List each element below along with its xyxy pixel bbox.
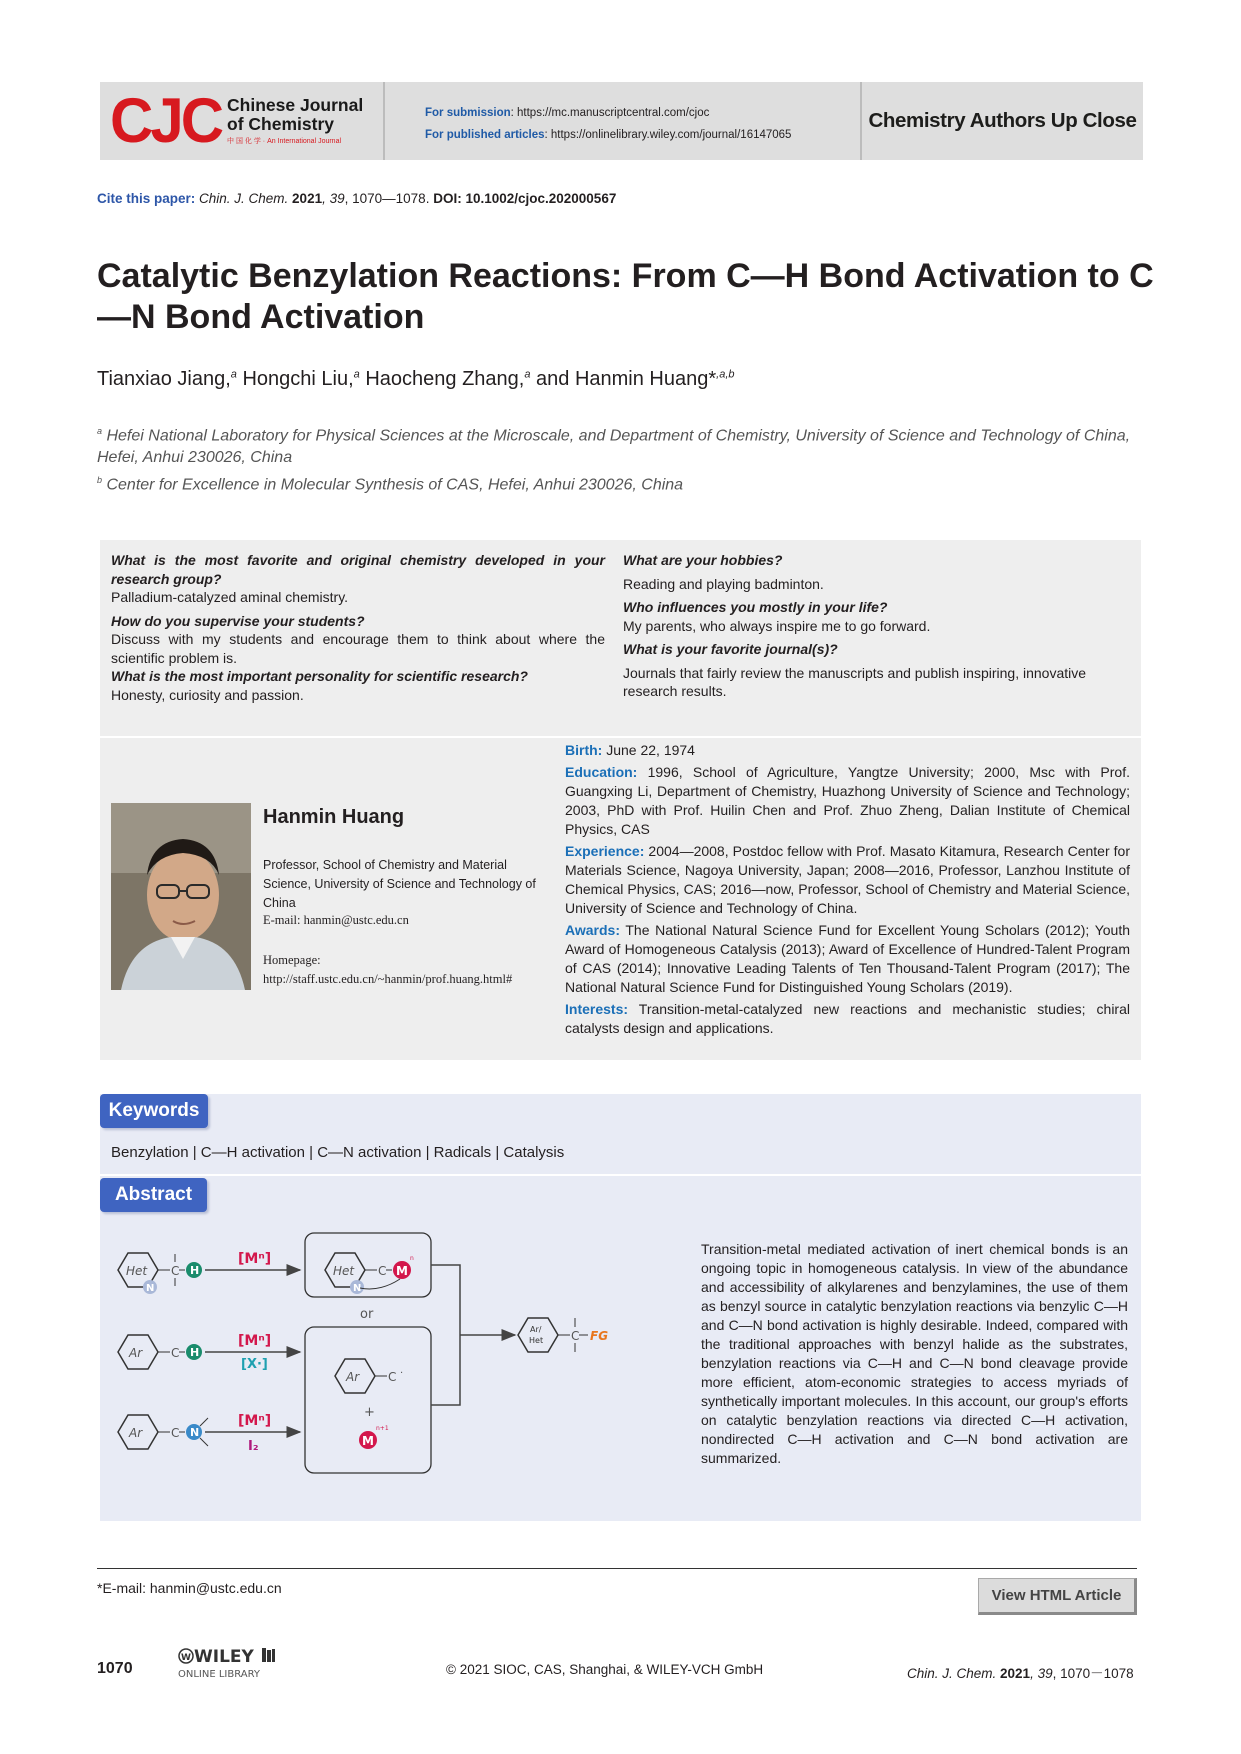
- abstract-heading: Abstract: [100, 1178, 207, 1212]
- product: [518, 1318, 608, 1352]
- wiley-wordmark: WILEY: [194, 1647, 254, 1667]
- cite-line: [97, 191, 616, 206]
- n-label: N: [190, 1426, 200, 1439]
- affiliation-a: Hefei National Laboratory for Physical Sciences at the Microscale, and Department of Chemistry, University of Science and Technology of China, Hefei, Anhui 230026, China: [97, 427, 1131, 467]
- ar-label: Ar: [129, 1346, 143, 1360]
- m-label: M: [396, 1264, 408, 1278]
- abstract-text: Transition-metal mediated activation of inert chemical bonds is an ongoing topic in homogeneous catalysis. In view of the abundance and accessibility of alkylarenes and benzylamines, the use of them as benzyl source in catalytic benzylation reactions via benzylic C—H and C—N bond activation is highly desirable. Indeed, compared with the traditional approaches with benzyl halide as the substrates, benzylation reactions via C—H and C—N bond cleavage provide more efficient, atom-economic strategies to access myriads of synthetically important molecules. In this account, our group's efforts on catalytic benzylation reactions via directed C—H activation, nondirected C—H activation and C—N bond activation are summarized.: [701, 1241, 1128, 1466]
- c-label: C: [171, 1426, 180, 1440]
- affil-mark: b: [97, 475, 103, 486]
- m-charge: n: [410, 1255, 414, 1262]
- or-label: or: [360, 1307, 374, 1322]
- author-bio: [565, 741, 1130, 1041]
- qa-left-column: [111, 551, 605, 704]
- profile-position: Professor, School of Chemistry and Material Science, University of Science and Technology of China: [263, 858, 536, 910]
- journal-name-line2: of Chemistry: [227, 114, 334, 134]
- catalyst-label: [Mⁿ]: [238, 1333, 272, 1349]
- view-html-button[interactable]: View HTML Article: [978, 1578, 1137, 1615]
- author-name: Hongchi Liu,: [236, 368, 354, 390]
- jref-journal: Chin. J. Chem.: [907, 1666, 997, 1681]
- radical-label: [X·]: [241, 1357, 268, 1372]
- bio-label: Education:: [565, 764, 638, 780]
- qa-answer: Honesty, curiosity and passion.: [111, 686, 304, 703]
- benzyl-radical: [335, 1359, 403, 1393]
- catalyst-label: [Mⁿ]: [238, 1251, 272, 1267]
- page-number: 1070: [97, 1660, 133, 1677]
- ar-label: Ar: [346, 1370, 360, 1384]
- svg-text:W: W: [181, 1653, 191, 1663]
- profile-email[interactable]: E-mail: hanmin@ustc.edu.cn: [263, 913, 409, 927]
- ar-substrate-cn: [118, 1415, 208, 1449]
- jref-year: 2021: [996, 1666, 1031, 1681]
- bio-awards: The National Natural Science Fund for Excellent Young Scholars (2012); Youth Award of Homogeneous Catalysis (2013); Award of Excellence of Hundred-Talent Program of CAS (2014); Innovative Leading Talents of Ten Thousand-Talent Program (2017); The National Natural Science Fund for Distinguished Young Scholars (2019).: [565, 922, 1130, 995]
- ar-label: Ar: [129, 1426, 143, 1440]
- section-label: Chemistry Authors Up Close: [868, 109, 1137, 132]
- qa-answer: My parents, who always inspire me to go forward.: [623, 617, 931, 634]
- author-photo: [111, 803, 251, 990]
- c-label: C: [171, 1264, 180, 1278]
- footnote-rule: [97, 1568, 1137, 1569]
- wiley-sub: ONLINE LIBRARY: [178, 1669, 261, 1680]
- wiley-logo[interactable]: [178, 1645, 298, 1681]
- qa-question: What are your hobbies?: [623, 552, 783, 568]
- cite-doi[interactable]: DOI: 10.1002/cjoc.202000567: [433, 191, 617, 206]
- ar-het-label: Ar/: [530, 1325, 542, 1334]
- bio-birth: June 22, 1974: [602, 742, 695, 758]
- qa-question: What is your favorite journal(s)?: [623, 641, 838, 657]
- het-metal-intermediate: [325, 1253, 414, 1294]
- header-links: [425, 102, 791, 146]
- journal-logo[interactable]: [100, 82, 383, 160]
- header-divider: [383, 82, 385, 160]
- het-substrate: [118, 1253, 202, 1294]
- homepage-label: Homepage:: [263, 953, 321, 967]
- svg-text:·: ·: [400, 1368, 404, 1379]
- affil-mark: a: [97, 426, 103, 436]
- journal-reference: [907, 1662, 1134, 1682]
- author-name: Tianxiao Jiang,: [97, 368, 231, 390]
- plus-label: +: [364, 1405, 375, 1420]
- bio-education: 1996, School of Agriculture, Yangtze University; 2000, Msc with Prof. Guangxing Li, Department of Chemistry, Huazhong University of Science and Technology; 2003, PhD with Prof. Huilin Chen and Prof. Zhuo Zheng, Dalian Institute of Chemical Physics, CAS: [565, 764, 1130, 837]
- published-link[interactable]: : https://onlinelibrary.wiley.com/journal/16147065: [544, 129, 792, 141]
- profile-homepage: [263, 951, 512, 989]
- c-label: C: [388, 1370, 397, 1384]
- published-label: For published articles: [425, 129, 545, 141]
- footnote-email: *E-mail: hanmin@ustc.edu.cn: [97, 1580, 282, 1596]
- keywords-box: [100, 1094, 1141, 1174]
- qa-right-column: [623, 551, 1113, 701]
- profile-name: Hanmin Huang: [263, 806, 405, 828]
- qa-question: What is the most favorite and original chemistry developed in your research group?: [111, 552, 605, 587]
- qa-question: What is the most important personality for scientific research?: [111, 668, 528, 684]
- het-label: Het: [126, 1264, 148, 1278]
- keywords-heading: Keywords: [100, 1094, 208, 1128]
- keywords-text: Benzylation | C—H activation | C—N activation | Radicals | Catalysis: [111, 1144, 565, 1161]
- bio-label: Awards:: [565, 922, 620, 938]
- qa-answer: Reading and playing badminton.: [623, 575, 824, 592]
- cite-pages: , 1070—1078.: [344, 191, 434, 206]
- copyright: © 2021 SIOC, CAS, Shanghai, & WILEY-VCH GmbH: [446, 1662, 764, 1677]
- submission-label: For submission: [425, 107, 511, 119]
- cite-volume: , 39: [322, 191, 345, 206]
- bio-experience: 2004—2008, Postdoc fellow with Prof. Masato Kitamura, Research Center for Materials Science, Nagoya University, Japan; 2008—2016, Professor, Lanzhou Institute of Chemical Physics, CAS; 2016—now, Professor, School of Chemistry and Material Science, University of Science and Technology of China.: [565, 843, 1130, 916]
- catalyst-label: [Mⁿ]: [238, 1413, 272, 1429]
- submission-link[interactable]: : https://mc.manuscriptcentral.com/cjoc: [510, 107, 710, 119]
- bio-label: Birth:: [565, 742, 603, 758]
- author-affil-mark: a: [230, 368, 237, 381]
- cite-label: Cite this paper:: [97, 191, 196, 206]
- m-label: M: [362, 1434, 374, 1448]
- qa-answer: Journals that fairly review the manuscripts and publish inspiring, innovative research results.: [623, 664, 1087, 699]
- journal-name-line1: Chinese Journal: [227, 95, 364, 115]
- homepage-link[interactable]: http://staff.ustc.edu.cn/~hanmin/prof.huang.html#: [263, 972, 513, 986]
- bio-label: Interests:: [565, 1001, 629, 1017]
- c-label: C: [378, 1264, 387, 1278]
- reaction-scheme: [110, 1230, 690, 1515]
- fg-label: FG: [590, 1329, 609, 1343]
- bio-interests: Transition-metal-catalyzed new reactions and mechanistic studies; chiral catalysts design and applications.: [565, 1001, 1130, 1036]
- affiliation-b: Center for Excellence in Molecular Synthesis of CAS, Hefei, Anhui 230026, China: [102, 476, 684, 494]
- iodine-label: I₂: [248, 1439, 259, 1454]
- c-label: C: [571, 1329, 580, 1343]
- cite-year: 2021: [288, 191, 323, 206]
- logo-mark: CJC: [110, 85, 222, 156]
- article-title: Catalytic Benzylation Reactions: From C—H Bond Activation to C—N Bond Activation: [97, 257, 1154, 336]
- author-list: [97, 368, 735, 391]
- qa-question: Who influences you mostly in your life?: [623, 599, 888, 615]
- h-label: H: [190, 1346, 200, 1359]
- author-affil-mark: ,a,b: [716, 368, 735, 381]
- n-label: N: [146, 1283, 155, 1294]
- author-name: and Hanmin Huang*: [530, 368, 717, 390]
- author-name: Haocheng Zhang,: [359, 368, 525, 390]
- qa-answer: Palladium-catalyzed aminal chemistry.: [111, 589, 349, 605]
- het-label: Het: [333, 1264, 355, 1278]
- wiley-logo-graphic: [178, 1645, 298, 1681]
- qa-question: How do you supervise your students?: [111, 612, 365, 629]
- qa-answer: Discuss with my students and encourage them to think about where the scientific problem is.: [111, 631, 605, 666]
- m-charge: n+1: [376, 1425, 389, 1432]
- jref-volume: , 39: [1030, 1666, 1053, 1681]
- author-affil-mark: a: [353, 368, 360, 381]
- author-photo-graphic: [111, 803, 251, 990]
- affiliations: [97, 420, 1142, 497]
- journal-subtitle: 中 国 化 学 · An International Journal: [227, 138, 342, 145]
- n-label: N: [353, 1283, 362, 1294]
- jref-pages: , 1070－1078: [1052, 1666, 1134, 1681]
- ar-het-label: Het: [529, 1336, 544, 1345]
- cite-journal: Chin. J. Chem.: [195, 191, 289, 206]
- c-label: C: [171, 1346, 180, 1360]
- ar-substrate-ch: [118, 1335, 202, 1369]
- bio-label: Experience:: [565, 843, 645, 859]
- h-label: H: [190, 1264, 200, 1277]
- author-affil-mark: a: [524, 368, 531, 381]
